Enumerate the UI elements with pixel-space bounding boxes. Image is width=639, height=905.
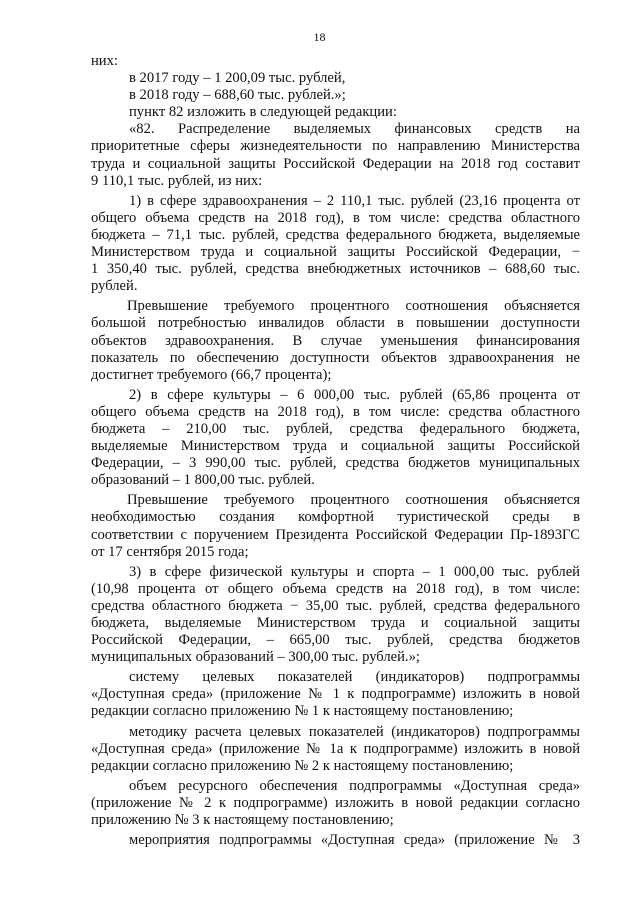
page-number: 18 — [313, 30, 326, 44]
text-line: 2) в сфере культуры – 6 000,00 тыс. рублей (65,86 процента от — [129, 386, 580, 403]
text-line: бюджета – 210,00 тыс. рублей, средства федерального бюджета, — [91, 420, 580, 437]
text-line: систему целевых показателей (индикаторов) подпрограммы — [129, 669, 580, 686]
text-line: объем ресурсного обеспечения подпрограммы «Доступная среда» — [129, 777, 580, 794]
text-line: Превышение требуемого процентного соотношения объясняется — [127, 298, 580, 315]
text-line: бюджета – 71,1 тыс. рублей, средства федерального бюджета, выделяемые — [91, 226, 580, 243]
text-line: рублей. — [91, 278, 138, 295]
text-line: (приложение № 2 к подпрограмме) изложить в новой редакции согласно — [91, 794, 580, 811]
text-line: редакции согласно приложению № 2 к настоящему постановлению; — [91, 757, 514, 774]
text-line: «Доступная среда» (приложение № 1 к подпрограмме) изложить в новой — [91, 686, 580, 703]
text-line: приоритетные сферы жизнедеятельности по направлению Министерства — [91, 138, 580, 155]
text-line: мероприятия подпрограммы «Доступная среда» (приложение № 3 — [129, 832, 580, 849]
text-line: приложению № 3 к настоящему постановлению; — [91, 812, 394, 829]
text-line: Министерством труда и социальной защиты Российской Федерации, − — [91, 244, 580, 261]
document-text — [91, 53, 580, 849]
text-line: в 2017 году – 1 200,09 тыс. рублей, — [129, 70, 346, 87]
text-line: «82. Распределение выделяемых финансовых средств на — [129, 121, 580, 138]
text-line: труда и социальной защиты Российской Федерации на 2018 год составит — [91, 155, 580, 172]
text-line: показатель по обеспечению доступности объектов здравоохранения не — [91, 349, 580, 366]
text-line: Превышение требуемого процентного соотношения объясняется — [127, 492, 580, 509]
text-line: достигнет требуемого (66,7 процента); — [91, 366, 332, 383]
text-line: «Доступная среда» (приложение № 1а к подпрограмме) изложить в новой — [91, 740, 580, 757]
text-line: выделяемые Министерством труда и социальной защиты Российской — [91, 438, 580, 455]
text-line: от 17 сентября 2015 года; — [91, 543, 249, 560]
text-line: бюджета, выделяемые Министерством труда и социальной защиты — [91, 615, 580, 631]
text-line: средства областного бюджета − 35,00 тыс. рублей, средства федерального — [91, 597, 580, 614]
text-line: (10,98 процента от общего объема средств на 2018 год), в том числе: — [91, 580, 580, 597]
text-line: 9 110,1 тыс. рублей, из них: — [91, 172, 263, 189]
text-line: 3) в сфере физической культуры и спорта – 1 000,00 тыс. рублей — [129, 563, 580, 580]
text-line: пункт 82 изложить в следующей редакции: — [129, 104, 397, 121]
text-line: объектов здравоохранения. В случае уменьшения финансирования — [91, 332, 580, 349]
text-line: соответствии с поручением Президента Российской Федерации Пр-1893ГС — [91, 526, 580, 543]
text-line: 1 350,40 тыс. рублей, средства внебюджетных источников – 688,60 тыс. — [91, 261, 580, 278]
text-line: методику расчета целевых показателей (индикаторов) подпрограммы — [129, 723, 580, 740]
text-line: общего объема средств на 2018 год), в том числе: средства областного — [91, 209, 580, 226]
text-line: образований – 1 800,00 тыс. рублей. — [91, 472, 315, 489]
text-line: общего объема средств на 2018 год), в том числе: средства областного — [91, 403, 580, 420]
text-line: 1) в сфере здравоохранения – 2 110,1 тыс. рублей (23,16 процента от — [129, 192, 580, 209]
text-line: большой потребностью инвалидов области в повышении доступности — [91, 315, 580, 332]
text-line: в 2018 году – 688,60 тыс. рублей.»; — [129, 87, 346, 104]
text-line: муниципальных образований – 300,00 тыс. рублей.»; — [91, 649, 420, 666]
text-line: необходимостью создания комфортной туристической среды в — [91, 509, 580, 526]
text-line: Федерации, – 3 990,00 тыс. рублей, средства бюджетов муниципальных — [91, 455, 580, 472]
text-line: редакции согласно приложению № 1 к настоящему постановлению; — [91, 703, 514, 720]
text-line: Российской Федерации, – 665,00 тыс. рублей, средства бюджетов — [91, 632, 580, 649]
text-line: них: — [91, 53, 118, 69]
